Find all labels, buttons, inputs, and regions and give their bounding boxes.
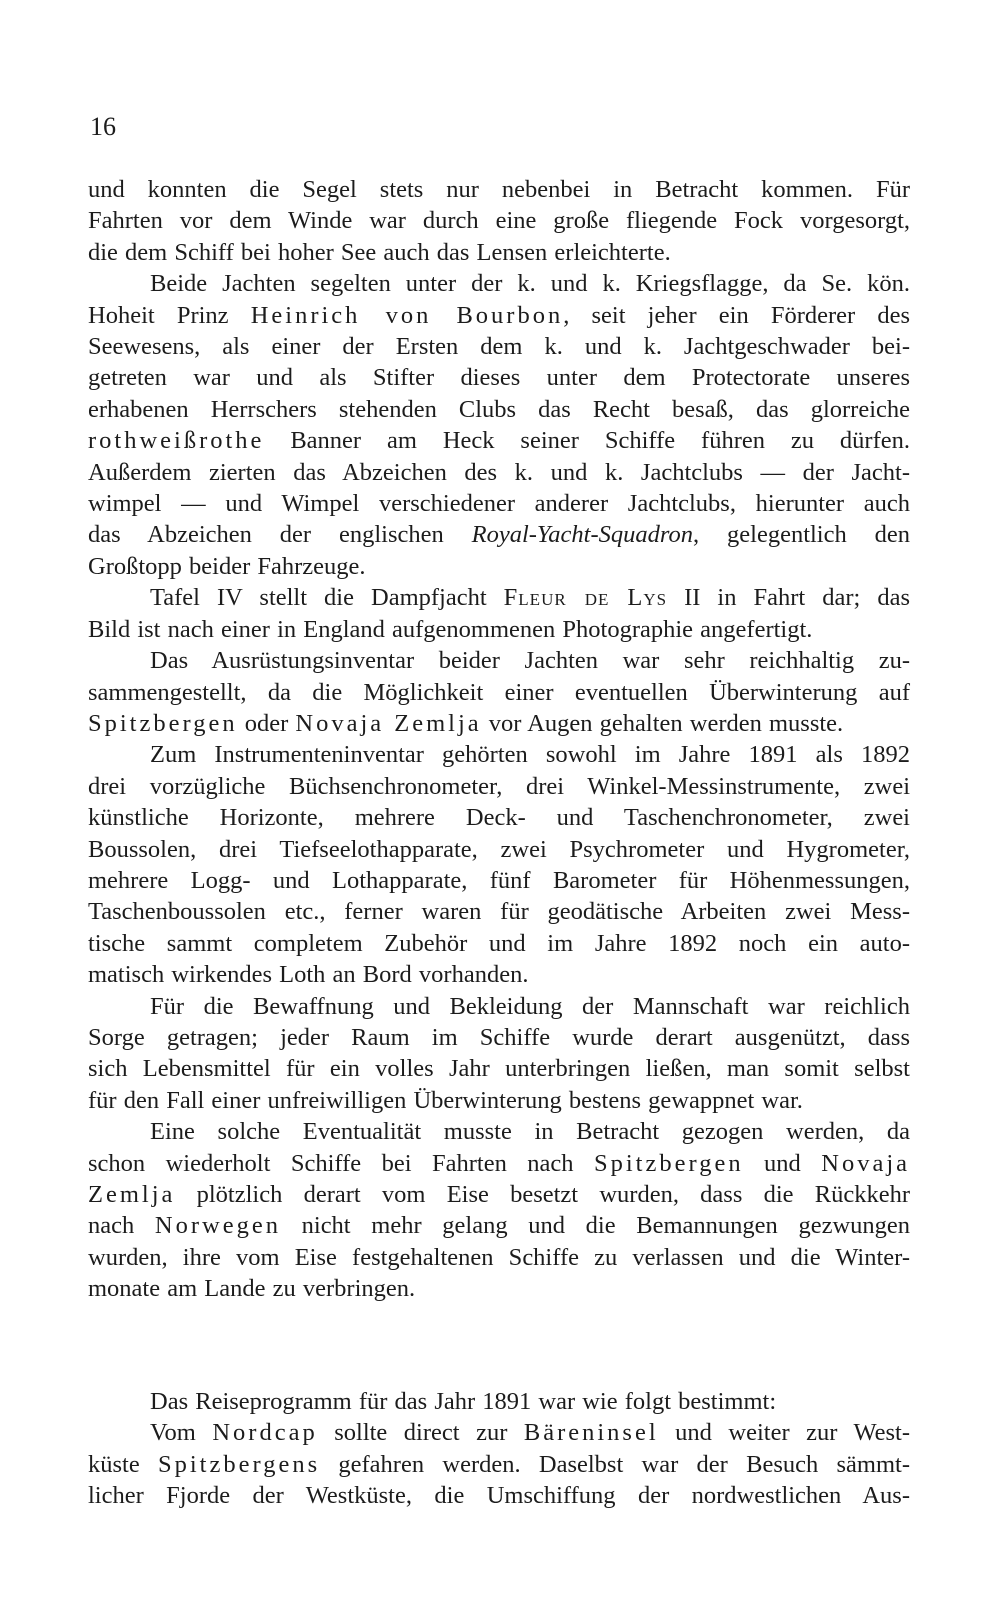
text-line [88, 865, 910, 896]
text-line [88, 331, 910, 362]
text-segment: küste [88, 1450, 158, 1478]
text-line [88, 1210, 910, 1241]
emphasized-text: Novaja Zemlja [295, 709, 482, 737]
text-segment: Sorge getragen; jeder Raum im Schiffe wurde derart ausgenützt, dass [88, 1023, 910, 1051]
text-segment: erhabenen Herrschers stehenden Clubs das Recht besaß, das glorreiche [88, 395, 910, 423]
emphasized-text: Zemlja [88, 1181, 176, 1208]
text-line [88, 1242, 910, 1273]
text-line [88, 771, 910, 802]
text-line [88, 614, 910, 645]
body-text-main [88, 174, 910, 1305]
emphasized-text: Spitzbergen [88, 709, 238, 737]
text-line [88, 237, 910, 268]
text-line [88, 394, 910, 425]
text-line [88, 1085, 910, 1116]
text-segment: Banner am Heck seiner Schiffe führen zu dürfen. [264, 427, 910, 455]
text-segment: Seewesens, als einer der Ersten dem k. und k. Jachtgeschwader bei- [88, 333, 910, 361]
text-segment: Das Ausrüstungsinventar beider Jachten war sehr reichhaltig zu- [150, 647, 910, 675]
emphasized-text: Heinrich von Bourbon [250, 301, 564, 329]
text-line [88, 174, 910, 205]
text-line [88, 959, 910, 990]
text-line [88, 205, 910, 236]
text-line [88, 551, 910, 582]
text-segment: monate am Lande zu verbringen. [88, 1275, 416, 1303]
text-segment: drei vorzügliche Büchsenchronometer, drei Winkel-Messinstrumente, zwei [88, 772, 910, 800]
text-segment: Hoheit Prinz [88, 301, 251, 329]
text-segment: plötzlich derart vom Eise besetzt wurden, dass die Rückkehr [175, 1181, 910, 1208]
text-segment: Großtopp beider Fahrzeuge. [88, 552, 366, 580]
text-segment: die dem Schiff bei hoher See auch das Lensen erleichterte. [88, 238, 671, 266]
text-line [88, 802, 910, 833]
emphasized-text: Spitzbergens [158, 1450, 321, 1478]
page-number: 16 [90, 112, 116, 141]
emphasized-text: Novaja [821, 1149, 911, 1177]
text-segment: und konnten die Segel stets nur nebenbei in Betracht kommen. Für [88, 176, 910, 203]
text-segment: wurden, ihre vom Eise festgehaltenen Schiffe zu verlassen und die Winter- [88, 1243, 910, 1271]
text-line [88, 425, 910, 456]
text-segment: künstliche Horizonte, mehrere Deck- und Taschenchronometer, zwei [88, 804, 910, 832]
text-line [88, 1179, 910, 1210]
text-line [88, 300, 910, 331]
text-segment: , gelegentlich den [693, 521, 910, 549]
text-segment: Bild ist nach einer in England aufgenommenen Photographie angefertigt. [88, 615, 813, 643]
text-segment: nicht mehr gelang und die Bemannungen gezwungen [280, 1212, 911, 1240]
text-line [88, 488, 910, 519]
text-line [88, 677, 910, 708]
emphasized-text: Bäreninsel [523, 1419, 659, 1447]
text-segment: Tafel IV stellt die Dampfjacht [150, 584, 504, 612]
text-segment: licher Fjorde der Westküste, die Umschiffung der nordwestlichen Aus- [88, 1482, 910, 1510]
text-segment: und weiter zur West- [658, 1419, 911, 1447]
text-segment: , seit jeher ein Förderer des [563, 301, 910, 329]
emphasized-text: Norwegen [154, 1212, 281, 1240]
text-segment: Fahrten vor dem Winde war durch eine große fliegende Fock vorgesorgt, [88, 207, 910, 235]
emphasized-text: Nordcap [212, 1419, 318, 1447]
text-line [88, 1148, 910, 1179]
text-line [88, 582, 910, 613]
text-line [88, 708, 910, 739]
text-segment: tische sammt completem Zubehör und im Jahre 1892 noch ein auto- [88, 929, 910, 957]
text-segment: sollte direct zur [317, 1419, 524, 1447]
text-segment: nach [88, 1212, 155, 1240]
emphasized-text: Fleur de Lys [503, 584, 668, 612]
text-line [88, 1053, 910, 1084]
emphasized-text: rothweißrothe [88, 427, 265, 455]
text-segment: Zum Instrumenteninventar gehörten sowohl im Jahre 1891 als 1892 [150, 741, 910, 769]
text-line [88, 1022, 910, 1053]
text-segment: getreten war und als Stifter dieses unter dem Protectorate unseres [88, 364, 910, 392]
text-line [88, 268, 910, 299]
text-segment: oder [237, 709, 296, 737]
emphasized-text: Spitzbergen [594, 1149, 744, 1177]
text-segment: schon wiederholt Schiffe bei Fahrten nach [88, 1149, 594, 1177]
text-line [88, 928, 910, 959]
text-segment: für den Fall einer unfreiwilligen Überwinterung bestens gewappnet war. [88, 1086, 803, 1114]
text-line [88, 645, 910, 676]
text-segment: Eine solche Eventualität musste in Betracht gezogen werden, da [150, 1118, 910, 1146]
text-segment: Für die Bewaffnung und Bekleidung der Mannschaft war reichlich [150, 992, 910, 1020]
text-segment: sammengestellt, da die Möglichkeit einer eventuellen Überwinterung auf [88, 678, 910, 706]
text-segment: gefahren werden. Daselbst war der Besuch sämmt- [320, 1450, 910, 1478]
text-line [88, 834, 910, 865]
text-segment: Das Reiseprogramm für das Jahr 1891 war wie folgt bestimmt: [150, 1388, 777, 1415]
text-line [88, 1417, 910, 1448]
text-segment: Taschenboussolen etc., ferner waren für geodätische Arbeiten zwei Mess- [88, 898, 910, 926]
text-segment: sich Lebensmittel für ein volles Jahr unterbringen ließen, man somit selbst [88, 1055, 910, 1083]
text-line [88, 991, 910, 1022]
text-line [88, 362, 910, 393]
text-segment: das Abzeichen der englischen [88, 521, 472, 549]
text-segment: mehrere Logg- und Lothapparate, fünf Barometer für Höhenmessungen, [88, 866, 910, 894]
text-segment: wimpel — und Wimpel verschiedener anderer Jachtclubs, hierunter auch [88, 490, 910, 518]
text-segment: matisch wirkendes Loth an Bord vorhanden. [88, 961, 529, 989]
text-segment: Boussolen, drei Tiefseelothapparate, zwei Psychrometer und Hygrometer, [88, 835, 910, 863]
emphasized-text: Royal-Yacht-Squadron [471, 521, 694, 549]
body-text-travel-program [88, 1386, 910, 1512]
text-segment: Beide Jachten segelten unter der k. und k. Kriegsflagge, da Se. kön. [150, 270, 910, 298]
text-line [88, 896, 910, 927]
text-segment: und [743, 1149, 822, 1177]
text-segment: Vom [150, 1419, 213, 1447]
text-line [88, 1449, 910, 1480]
text-segment: II in Fahrt dar; das [667, 584, 910, 612]
text-segment: vor Augen gehalten werden musste. [481, 709, 844, 737]
text-line [88, 1480, 910, 1511]
text-line [88, 519, 910, 550]
text-segment: Außerdem zierten das Abzeichen des k. und k. Jachtclubs — der Jacht- [88, 458, 910, 486]
text-line [88, 1273, 910, 1304]
text-line [88, 1386, 910, 1417]
text-line [88, 739, 910, 770]
text-line [88, 457, 910, 488]
text-line [88, 1116, 910, 1147]
